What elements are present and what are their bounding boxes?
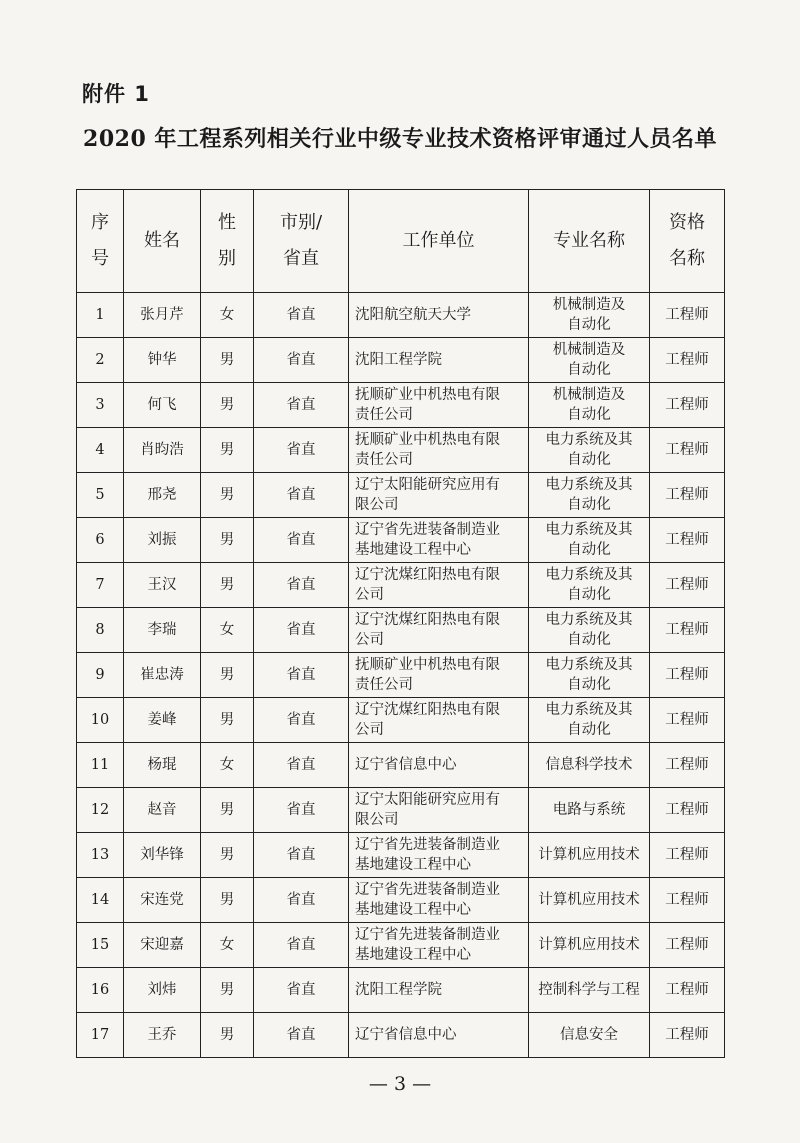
cell-major: 电力系统及其 自动化 xyxy=(529,608,650,653)
cell-gender: 男 xyxy=(201,338,254,383)
cell-city: 省直 xyxy=(254,833,349,878)
cell-qual: 工程师 xyxy=(650,518,725,563)
cell-gender: 男 xyxy=(201,968,254,1013)
cell-city: 省直 xyxy=(254,608,349,653)
cell-gender: 男 xyxy=(201,1013,254,1058)
cell-gender: 男 xyxy=(201,653,254,698)
cell-major: 机械制造及 自动化 xyxy=(529,293,650,338)
cell-unit: 辽宁省信息中心 xyxy=(349,1013,529,1058)
cell-unit: 沈阳工程学院 xyxy=(349,968,529,1013)
cell-name: 刘华锋 xyxy=(124,833,201,878)
cell-city: 省直 xyxy=(254,338,349,383)
table-header-row xyxy=(77,190,725,293)
table-row xyxy=(77,293,725,338)
cell-name: 杨琨 xyxy=(124,743,201,788)
cell-seq: 16 xyxy=(77,968,124,1013)
cell-major: 控制科学与工程 xyxy=(529,968,650,1013)
table-row xyxy=(77,518,725,563)
cell-unit: 辽宁太阳能研究应用有 限公司 xyxy=(349,788,529,833)
table-row xyxy=(77,968,725,1013)
cell-unit: 辽宁沈煤红阳热电有限 公司 xyxy=(349,608,529,653)
cell-qual: 工程师 xyxy=(650,788,725,833)
cell-seq: 9 xyxy=(77,653,124,698)
cell-city: 省直 xyxy=(254,698,349,743)
cell-gender: 男 xyxy=(201,518,254,563)
cell-name: 宋迎嘉 xyxy=(124,923,201,968)
header-unit: 工作单位 xyxy=(349,190,529,293)
cell-unit: 辽宁省先进装备制造业 基地建设工程中心 xyxy=(349,923,529,968)
cell-qual: 工程师 xyxy=(650,698,725,743)
cell-gender: 女 xyxy=(201,923,254,968)
cell-gender: 男 xyxy=(201,698,254,743)
cell-name: 刘振 xyxy=(124,518,201,563)
cell-name: 崔忠涛 xyxy=(124,653,201,698)
header-gender: 性 别 xyxy=(201,190,254,293)
cell-name: 姜峰 xyxy=(124,698,201,743)
cell-gender: 男 xyxy=(201,788,254,833)
cell-city: 省直 xyxy=(254,878,349,923)
cell-unit: 辽宁沈煤红阳热电有限 公司 xyxy=(349,698,529,743)
header-name: 姓名 xyxy=(124,190,201,293)
cell-major: 信息安全 xyxy=(529,1013,650,1058)
table-row xyxy=(77,923,725,968)
header-major: 专业名称 xyxy=(529,190,650,293)
table-row xyxy=(77,653,725,698)
cell-city: 省直 xyxy=(254,563,349,608)
cell-name: 邢尧 xyxy=(124,473,201,518)
cell-qual: 工程师 xyxy=(650,293,725,338)
cell-city: 省直 xyxy=(254,473,349,518)
table-row xyxy=(77,788,725,833)
cell-qual: 工程师 xyxy=(650,923,725,968)
cell-qual: 工程师 xyxy=(650,608,725,653)
cell-major: 电力系统及其 自动化 xyxy=(529,473,650,518)
cell-qual: 工程师 xyxy=(650,968,725,1013)
table-row xyxy=(77,833,725,878)
table-row xyxy=(77,383,725,428)
cell-unit: 辽宁省先进装备制造业 基地建设工程中心 xyxy=(349,518,529,563)
cell-major: 机械制造及 自动化 xyxy=(529,338,650,383)
cell-unit: 抚顺矿业中机热电有限 责任公司 xyxy=(349,383,529,428)
cell-unit: 抚顺矿业中机热电有限 责任公司 xyxy=(349,428,529,473)
cell-unit: 辽宁太阳能研究应用有 限公司 xyxy=(349,473,529,518)
cell-major: 电力系统及其 自动化 xyxy=(529,653,650,698)
cell-unit: 辽宁沈煤红阳热电有限 公司 xyxy=(349,563,529,608)
table-body xyxy=(77,293,725,1058)
cell-qual: 工程师 xyxy=(650,563,725,608)
cell-gender: 女 xyxy=(201,608,254,653)
cell-gender: 男 xyxy=(201,473,254,518)
cell-seq: 14 xyxy=(77,878,124,923)
cell-seq: 7 xyxy=(77,563,124,608)
cell-name: 张月芹 xyxy=(124,293,201,338)
cell-seq: 3 xyxy=(77,383,124,428)
cell-gender: 男 xyxy=(201,428,254,473)
cell-name: 钟华 xyxy=(124,338,201,383)
cell-seq: 17 xyxy=(77,1013,124,1058)
cell-gender: 男 xyxy=(201,833,254,878)
cell-city: 省直 xyxy=(254,293,349,338)
table-row xyxy=(77,878,725,923)
cell-seq: 6 xyxy=(77,518,124,563)
table-row xyxy=(77,473,725,518)
cell-unit: 辽宁省先进装备制造业 基地建设工程中心 xyxy=(349,878,529,923)
cell-name: 王乔 xyxy=(124,1013,201,1058)
table-row xyxy=(77,608,725,653)
table-row xyxy=(77,338,725,383)
cell-qual: 工程师 xyxy=(650,1013,725,1058)
cell-major: 机械制造及 自动化 xyxy=(529,383,650,428)
document-title: 2020 年工程系列相关行业中级专业技术资格评审通过人员名单 xyxy=(83,126,717,152)
cell-name: 肖昀浩 xyxy=(124,428,201,473)
page-number: — 3 — xyxy=(368,1073,432,1095)
cell-city: 省直 xyxy=(254,428,349,473)
header-city: 市别/ 省直 xyxy=(254,190,349,293)
cell-name: 王汉 xyxy=(124,563,201,608)
header-qual: 资格 名称 xyxy=(650,190,725,293)
cell-name: 宋连党 xyxy=(124,878,201,923)
table-row xyxy=(77,1013,725,1058)
cell-qual: 工程师 xyxy=(650,833,725,878)
cell-major: 电力系统及其 自动化 xyxy=(529,698,650,743)
cell-qual: 工程师 xyxy=(650,338,725,383)
cell-major: 信息科学技术 xyxy=(529,743,650,788)
table-row xyxy=(77,563,725,608)
cell-qual: 工程师 xyxy=(650,473,725,518)
personnel-table xyxy=(76,189,725,1058)
cell-city: 省直 xyxy=(254,653,349,698)
cell-major: 计算机应用技术 xyxy=(529,923,650,968)
cell-seq: 8 xyxy=(77,608,124,653)
table-row xyxy=(77,743,725,788)
cell-city: 省直 xyxy=(254,788,349,833)
cell-gender: 男 xyxy=(201,383,254,428)
cell-seq: 13 xyxy=(77,833,124,878)
cell-seq: 10 xyxy=(77,698,124,743)
cell-unit: 沈阳航空航天大学 xyxy=(349,293,529,338)
cell-unit: 辽宁省信息中心 xyxy=(349,743,529,788)
cell-city: 省直 xyxy=(254,923,349,968)
cell-unit: 辽宁省先进装备制造业 基地建设工程中心 xyxy=(349,833,529,878)
cell-city: 省直 xyxy=(254,383,349,428)
cell-name: 何飞 xyxy=(124,383,201,428)
cell-gender: 女 xyxy=(201,743,254,788)
cell-name: 赵音 xyxy=(124,788,201,833)
cell-city: 省直 xyxy=(254,518,349,563)
table-row xyxy=(77,428,725,473)
cell-seq: 12 xyxy=(77,788,124,833)
cell-qual: 工程师 xyxy=(650,428,725,473)
cell-city: 省直 xyxy=(254,743,349,788)
table-row xyxy=(77,698,725,743)
cell-name: 刘炜 xyxy=(124,968,201,1013)
cell-major: 电力系统及其 自动化 xyxy=(529,563,650,608)
cell-qual: 工程师 xyxy=(650,878,725,923)
cell-major: 电力系统及其 自动化 xyxy=(529,518,650,563)
cell-seq: 5 xyxy=(77,473,124,518)
cell-seq: 11 xyxy=(77,743,124,788)
header-seq: 序 号 xyxy=(77,190,124,293)
cell-qual: 工程师 xyxy=(650,383,725,428)
cell-seq: 15 xyxy=(77,923,124,968)
cell-gender: 男 xyxy=(201,563,254,608)
cell-city: 省直 xyxy=(254,968,349,1013)
cell-gender: 女 xyxy=(201,293,254,338)
cell-gender: 男 xyxy=(201,878,254,923)
cell-qual: 工程师 xyxy=(650,743,725,788)
cell-major: 计算机应用技术 xyxy=(529,833,650,878)
cell-seq: 2 xyxy=(77,338,124,383)
cell-unit: 沈阳工程学院 xyxy=(349,338,529,383)
cell-name: 李瑞 xyxy=(124,608,201,653)
cell-seq: 1 xyxy=(77,293,124,338)
cell-major: 电路与系统 xyxy=(529,788,650,833)
attachment-label: 附件 1 xyxy=(82,82,150,106)
cell-city: 省直 xyxy=(254,1013,349,1058)
cell-major: 计算机应用技术 xyxy=(529,878,650,923)
cell-seq: 4 xyxy=(77,428,124,473)
cell-qual: 工程师 xyxy=(650,653,725,698)
cell-major: 电力系统及其 自动化 xyxy=(529,428,650,473)
cell-unit: 抚顺矿业中机热电有限 责任公司 xyxy=(349,653,529,698)
